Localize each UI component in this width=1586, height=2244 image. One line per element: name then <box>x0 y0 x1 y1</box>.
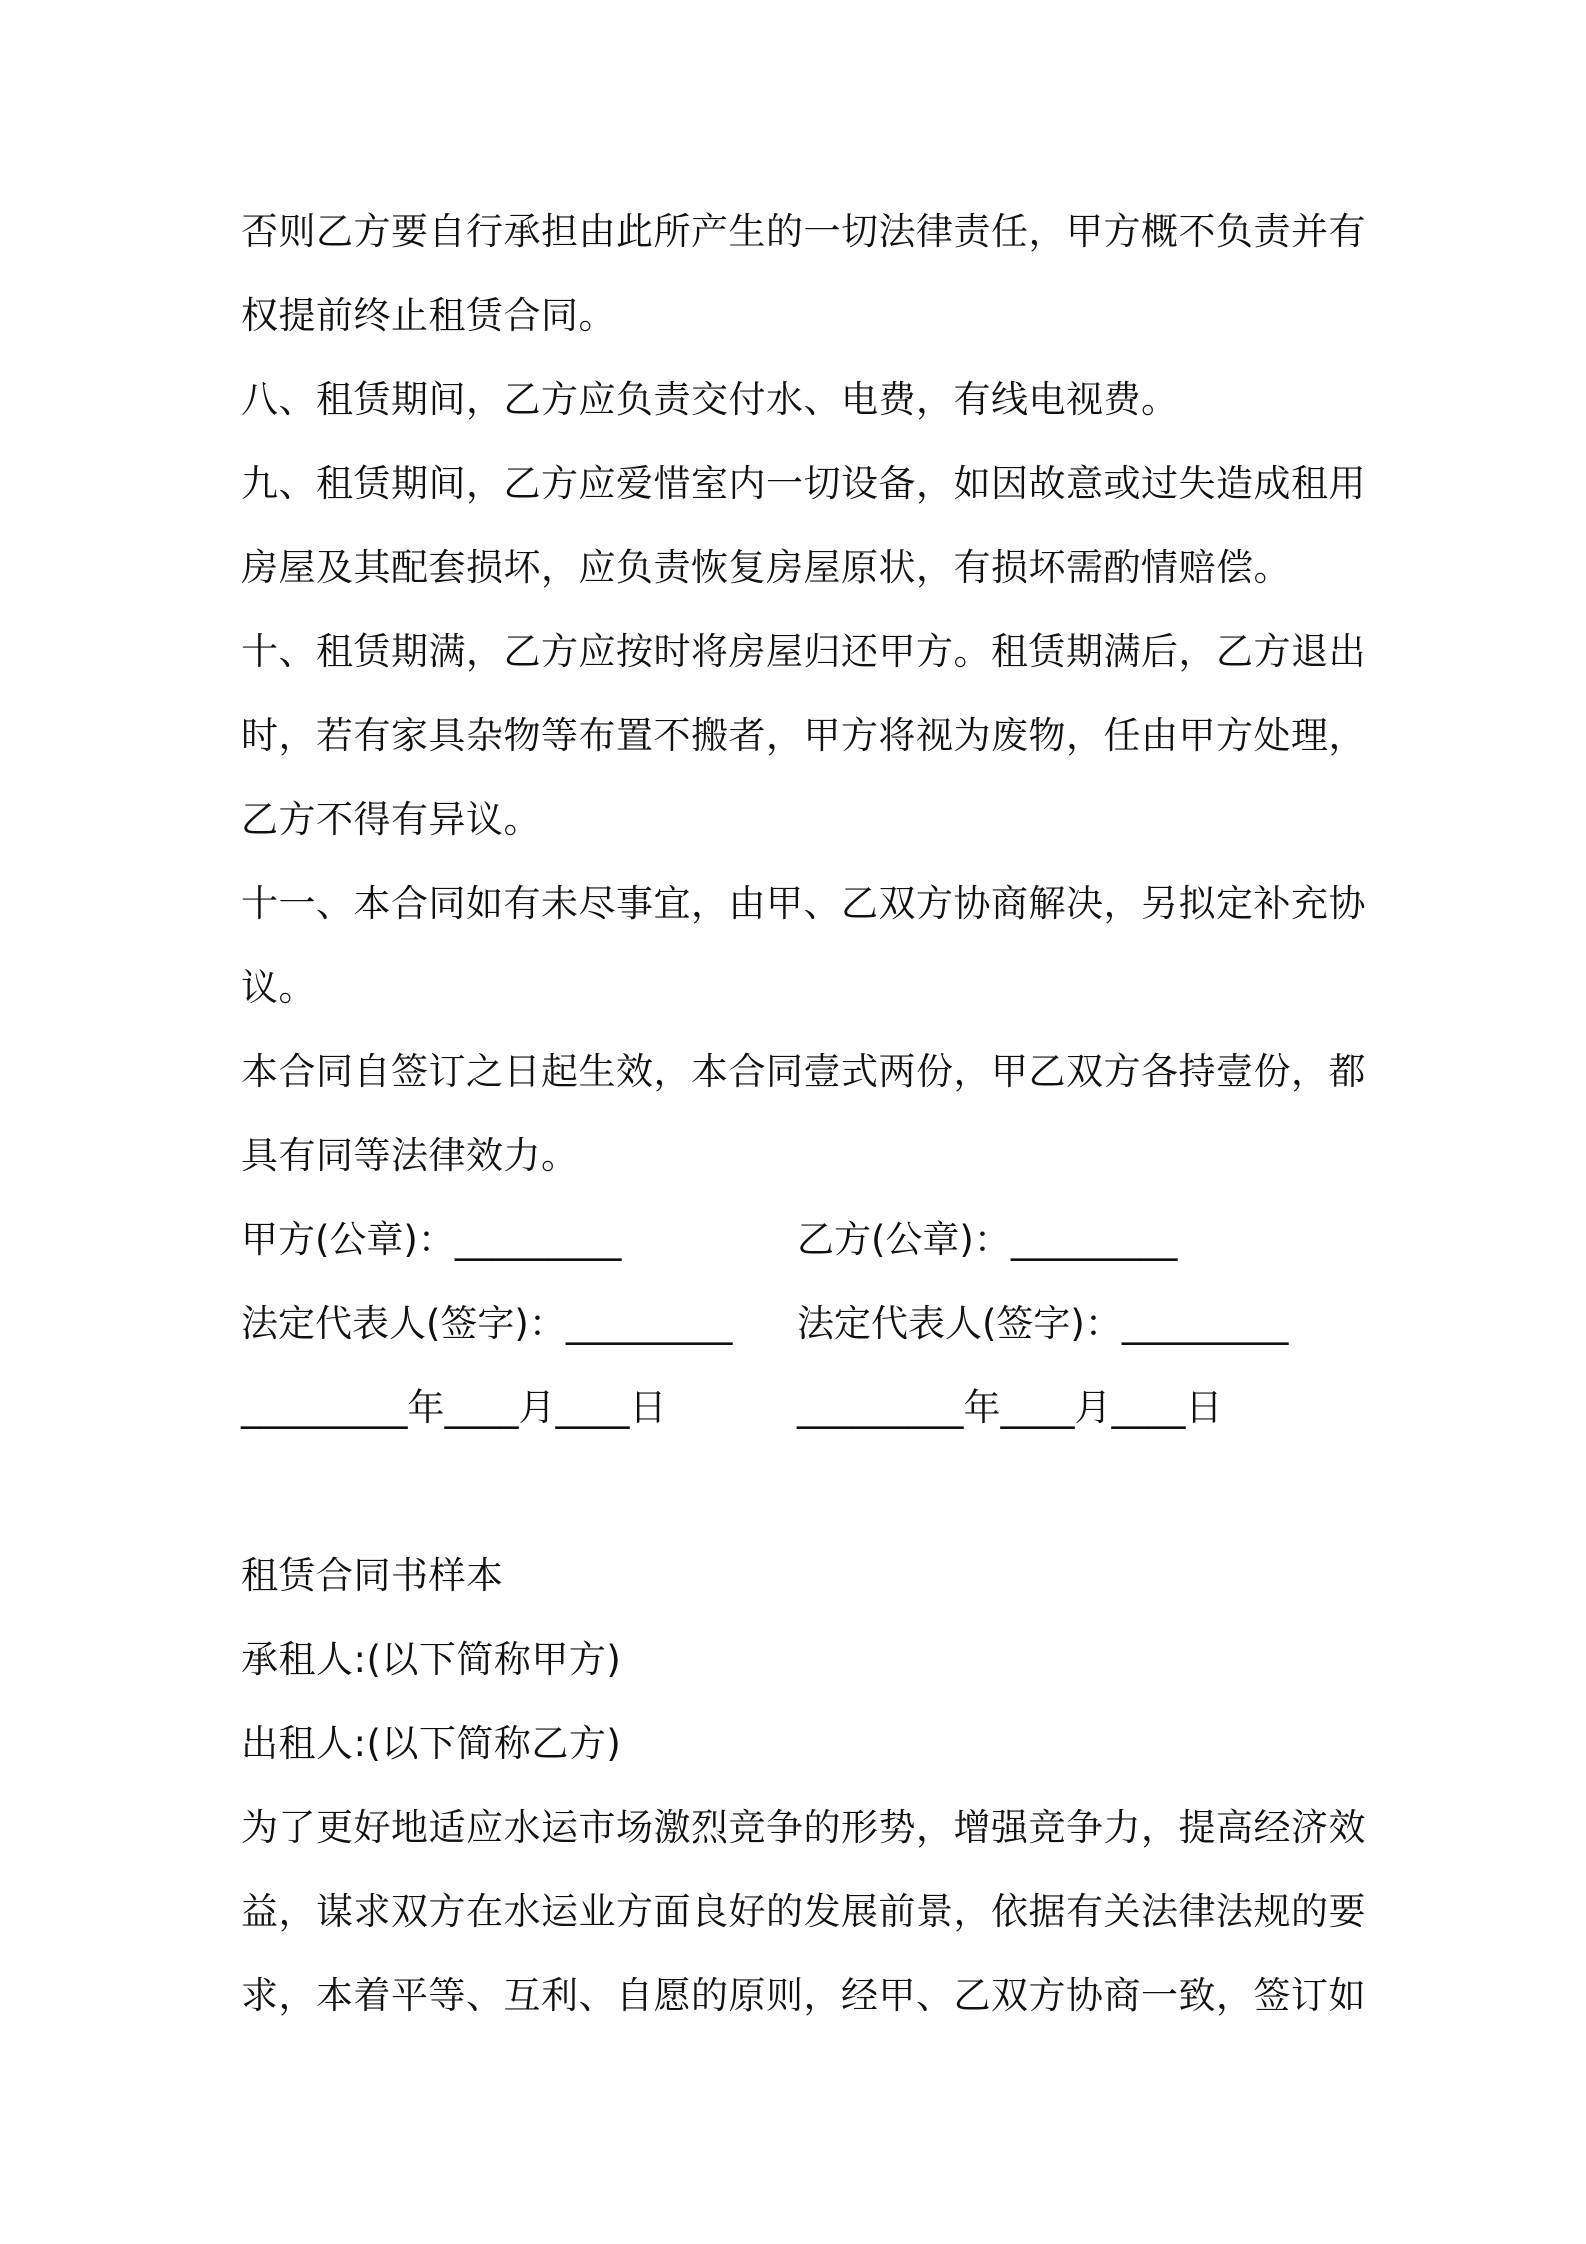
party-b-representative: 法定代表人(签字)：_________ <box>797 1302 1289 1345</box>
text-line: 八、租赁期间，乙方应负责交付水、电费，有线电视费。 <box>241 378 1179 421</box>
signature-block <box>241 1198 1361 1450</box>
signature-row-representative <box>241 1282 1361 1366</box>
clause-10 <box>241 610 1366 862</box>
text-line: 时，若有家具杂物等布置不搬者，甲方将视为废物，任由甲方处理， <box>241 714 1366 757</box>
party-a-date: _________年____月____日 <box>241 1386 667 1429</box>
text-line: 乙方不得有异议。 <box>241 798 541 841</box>
party-a-seal: 甲方(公章)：_________ <box>241 1218 622 1261</box>
second-contract-section <box>241 1534 1366 2038</box>
clause-8 <box>241 358 1361 442</box>
clause-11 <box>241 862 1366 1030</box>
intro-line: 益，谋求双方在水运业方面良好的发展前景，依据有关法律法规的要 <box>241 1890 1366 1933</box>
text-line: 否则乙方要自行承担由此所产生的一切法律责任，甲方概不负责并有 <box>241 210 1366 253</box>
party-b-date: _________年____月____日 <box>797 1386 1223 1429</box>
text-line: 房屋及其配套损坏，应负责恢复房屋原状，有损坏需酌情赔偿。 <box>241 546 1291 589</box>
intro-line: 为了更好地适应水运市场激烈竞争的形势，增强竞争力，提高经济效 <box>241 1806 1366 1849</box>
party-a-representative: 法定代表人(签字)：_________ <box>241 1302 733 1345</box>
text-line: 具有同等法律效力。 <box>241 1134 579 1177</box>
text-line: 本合同自签订之日起生效，本合同壹式两份，甲乙双方各持壹份，都 <box>241 1050 1366 1093</box>
section-spacer <box>241 1450 1361 1534</box>
text-line: 九、租赁期间，乙方应爱惜室内一切设备，如因故意或过失造成租用 <box>241 462 1366 505</box>
signature-row-date <box>241 1366 1361 1450</box>
signature-row-seal <box>241 1198 1361 1282</box>
party-b-seal: 乙方(公章)：_________ <box>797 1218 1178 1261</box>
lessee-line: 承租人:(以下简称甲方) <box>241 1638 622 1681</box>
text-line: 十一、本合同如有未尽事宜，由甲、乙双方协商解决，另拟定补充协 <box>241 882 1366 925</box>
paragraph-liability <box>241 190 1366 358</box>
clause-9 <box>241 442 1366 610</box>
effectiveness-clause <box>241 1030 1366 1198</box>
lessor-line: 出租人:(以下简称乙方) <box>241 1722 622 1765</box>
section-title: 租赁合同书样本 <box>241 1554 504 1597</box>
text-line: 议。 <box>241 966 316 1009</box>
text-line: 十、租赁期满，乙方应按时将房屋归还甲方。租赁期满后，乙方退出 <box>241 630 1366 673</box>
document-content <box>241 190 1366 2038</box>
intro-line: 求，本着平等、互利、自愿的原则，经甲、乙双方协商一致，签订如 <box>241 1974 1366 2017</box>
text-line: 权提前终止租赁合同。 <box>241 294 616 337</box>
